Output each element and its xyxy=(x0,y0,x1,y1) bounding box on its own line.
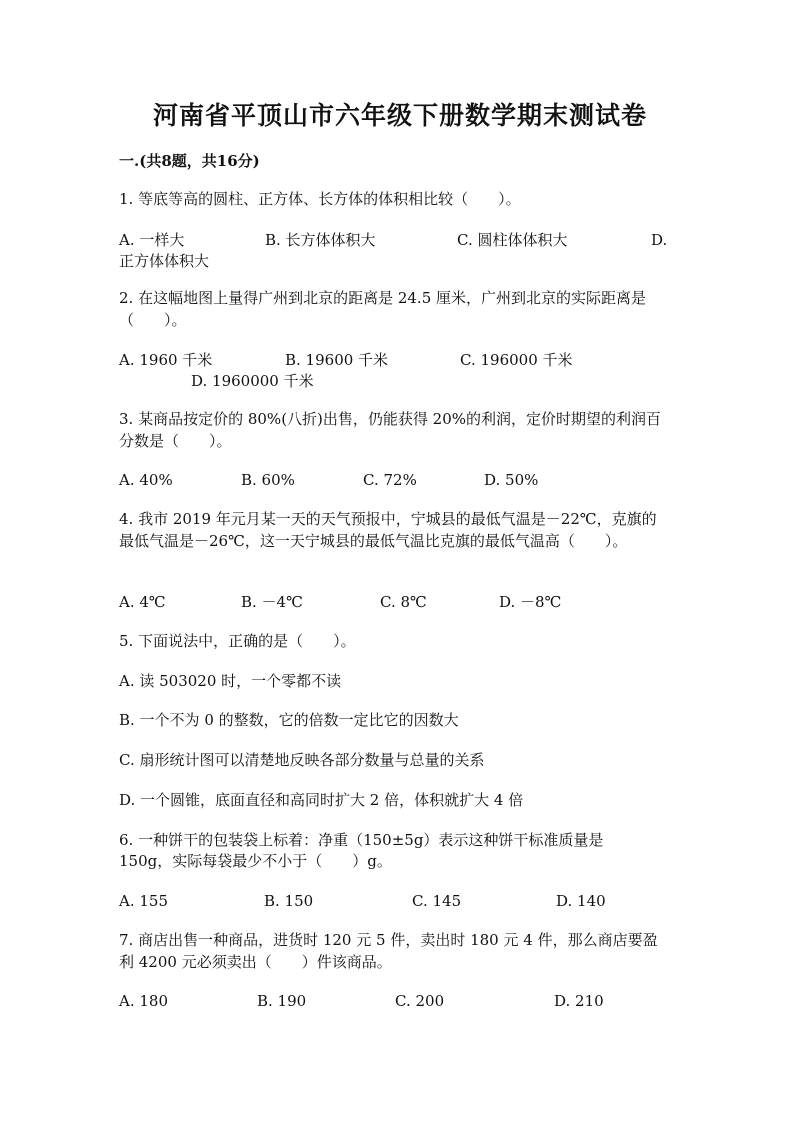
question-2-stem-line1: 2. 在这幅地图上量得广州到北京的距离是 24.5 厘米，广州到北京的实际距离是 xyxy=(119,289,647,307)
q3-option-c: C. 72% xyxy=(363,471,417,489)
q7-option-c: C. 200 xyxy=(395,992,445,1010)
question-3-stem-line2: 分数是（ ）。 xyxy=(119,432,232,450)
page-title: 河南省平顶山市六年级下册数学期末测试卷 xyxy=(152,101,647,130)
question-1-stem: 1. 等底等高的圆柱、正方体、长方体的体积相比较（ ）。 xyxy=(119,190,521,208)
question-7-stem-line2: 利 4200 元必须卖出（ ）件该商品。 xyxy=(119,953,392,971)
q4-option-b: B. －4℃ xyxy=(241,593,303,611)
question-5-stem: 5. 下面说法中，正确的是（ ）。 xyxy=(119,632,356,650)
q1-option-c: C. 圆柱体体积大 xyxy=(457,231,568,249)
q3-option-d: D. 50% xyxy=(484,471,539,489)
q6-option-d: D. 140 xyxy=(556,892,606,910)
q1-option-b: B. 长方体体积大 xyxy=(265,231,376,249)
q4-option-c: C. 8℃ xyxy=(380,593,427,611)
question-2-stem-line2: （ ）。 xyxy=(119,311,187,329)
q3-option-b: B. 60% xyxy=(241,471,295,489)
question-7-stem-line1: 7. 商店出售一种商品，进货时 120 元 5 件，卖出时 180 元 4 件，那么商店要盈 xyxy=(119,931,658,949)
q7-option-a: A. 180 xyxy=(119,992,168,1010)
q6-option-b: B. 150 xyxy=(264,892,314,910)
q6-option-c: C. 145 xyxy=(412,892,462,910)
question-4-stem-line2: 最低气温是－26℃，这一天宁城县的最低气温比克旗的最低气温高（ ）。 xyxy=(119,532,628,550)
q6-option-a: A. 155 xyxy=(119,892,168,910)
q3-option-a: A. 40% xyxy=(119,471,173,489)
q2-option-c: C. 196000 千米 xyxy=(460,351,573,369)
q4-option-a: A. 4℃ xyxy=(119,593,166,611)
section-heading: 一.(共8题，共16分) xyxy=(119,152,260,170)
question-6-stem-line1: 6. 一种饼干的包装袋上标着：净重（150±5g）表示这种饼干标准质量是 xyxy=(119,831,604,849)
q2-option-b: B. 19600 千米 xyxy=(285,351,389,369)
question-3-stem-line1: 3. 某商品按定价的 80%(八折)出售，仍能获得 20%的利润，定价时期望的利润百 xyxy=(119,410,662,428)
q7-option-d: D. 210 xyxy=(554,992,604,1010)
q5-option-a: A. 读 503020 时，一个零都不读 xyxy=(119,672,342,690)
q2-option-a: A. 1960 千米 xyxy=(119,351,213,369)
q5-option-b: B. 一个不为 0 的整数，它的倍数一定比它的因数大 xyxy=(119,711,459,729)
question-4-stem-line1: 4. 我市 2019 年元月某一天的天气预报中，宁城县的最低气温是－22℃，克旗的 xyxy=(119,510,657,528)
q4-option-d: D. －8℃ xyxy=(499,593,562,611)
q1-option-a: A. 一样大 xyxy=(119,231,185,249)
q5-option-d: D. 一个圆锥，底面直径和高同时扩大 2 倍，体积就扩大 4 倍 xyxy=(119,791,524,809)
q1-option-d-text: 正方体体积大 xyxy=(119,252,210,270)
question-6-stem-line2: 150g，实际每袋最少不小于（ ）g。 xyxy=(119,852,392,870)
q5-option-c: C. 扇形统计图可以清楚地反映各部分数量与总量的关系 xyxy=(119,751,485,769)
q2-option-d: D. 1960000 千米 xyxy=(191,372,314,390)
q7-option-b: B. 190 xyxy=(257,992,307,1010)
q1-option-d-label: D. xyxy=(651,231,668,249)
